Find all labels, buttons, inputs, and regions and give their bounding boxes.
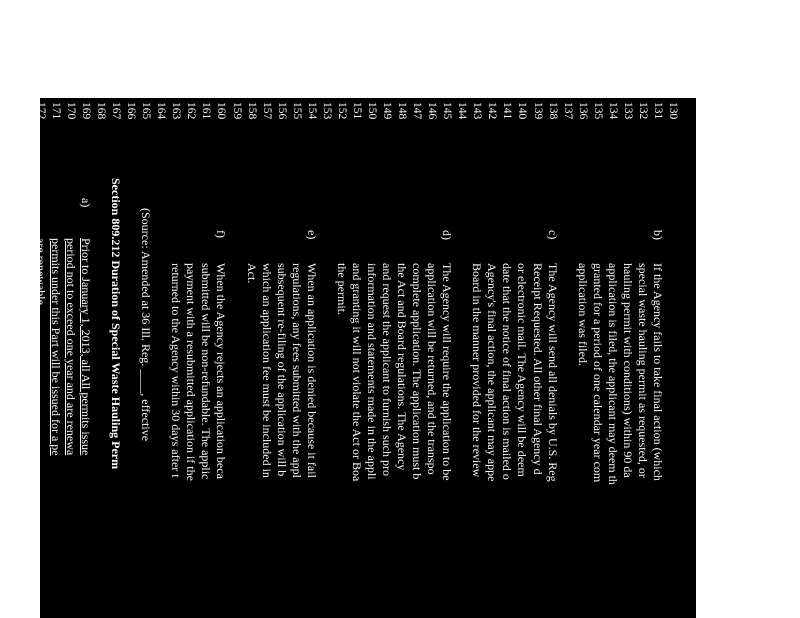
document-line	[455, 98, 469, 618]
document-line	[215, 98, 229, 618]
line-number: 134	[606, 102, 619, 120]
subsection-label: b)	[650, 230, 665, 240]
document-line	[666, 98, 680, 618]
document-line	[500, 98, 514, 618]
line-text: When the Agency rejects an application beca	[214, 263, 229, 479]
line-text: the permit.	[334, 263, 349, 315]
document-line	[290, 98, 304, 618]
document-line	[591, 98, 605, 618]
subsection-label: a)	[79, 198, 94, 208]
line-text: which an application fee must be included in	[259, 263, 274, 478]
line-text: payment with a resubmitted application if the	[184, 263, 199, 481]
document-line	[485, 98, 499, 618]
document-line	[621, 98, 635, 618]
subsection-label: d)	[440, 230, 455, 240]
document-line	[199, 98, 213, 618]
line-number: 152	[335, 102, 348, 120]
line-number: 150	[366, 102, 378, 120]
line-text: application was filed.	[575, 263, 590, 366]
line-text: When an application is denied because it fail	[304, 263, 319, 478]
line-number: 137	[561, 102, 574, 120]
document-line	[94, 98, 108, 618]
line-text: Board in the manner provided for the review	[470, 263, 485, 478]
document-line	[546, 98, 560, 618]
line-number: 148	[396, 102, 409, 120]
line-number: 141	[501, 102, 514, 120]
document-line	[576, 98, 590, 618]
line-text: and granting it will not violate the Act or Boa	[349, 263, 364, 482]
line-text: granted for a period of one calendar year com	[590, 263, 605, 483]
line-number: 135	[591, 102, 604, 120]
subsection-label: c)	[545, 230, 560, 240]
line-text: Section 809.212 Duration of Special Waste Hauling Perm	[109, 178, 124, 470]
document-line	[651, 98, 665, 618]
line-number: 130	[667, 102, 679, 120]
line-text: information and statements made in the appli	[365, 263, 379, 480]
document-line	[440, 98, 454, 618]
line-text: complete application. The application must b	[410, 263, 425, 480]
document-line	[561, 98, 575, 618]
document-line	[245, 98, 259, 618]
document-line	[34, 98, 48, 618]
document-line	[230, 98, 244, 618]
document-line	[350, 98, 364, 618]
document-line	[606, 98, 620, 618]
document-line	[636, 98, 650, 618]
document-line	[320, 98, 334, 618]
line-text: or electronic mail. The Agency will be deem	[515, 263, 530, 477]
document-line	[124, 98, 138, 618]
line-number: 146	[426, 102, 439, 120]
line-text: application will be returned, and the transpo	[425, 263, 440, 475]
line-number: 164	[155, 102, 168, 120]
document-line	[365, 98, 379, 618]
line-number: 170	[65, 102, 77, 120]
line-number: 139	[531, 102, 544, 120]
line-text: The Agency will send all denials by U.S. Reg	[545, 263, 560, 482]
document-line	[516, 98, 530, 618]
subsection-label: e)	[304, 230, 319, 240]
line-number: 154	[305, 102, 318, 120]
line-number: 166	[125, 102, 138, 120]
line-number: 145	[441, 102, 454, 120]
line-number: 171	[49, 102, 62, 120]
document-line	[79, 98, 93, 618]
document-line	[275, 98, 289, 618]
document-line	[154, 98, 168, 618]
line-number: 132	[636, 102, 649, 120]
line-number: 133	[621, 102, 634, 120]
document-line	[410, 98, 424, 618]
line-number: 161	[200, 102, 213, 120]
line-text: returned to the Agency within 30 days after t	[169, 263, 184, 478]
line-text: submitted will be non-refundable. The applic	[199, 263, 214, 480]
line-number: 140	[516, 102, 529, 120]
line-number: 138	[546, 102, 559, 120]
document-line	[425, 98, 439, 618]
line-number: 160	[215, 102, 228, 120]
line-text: hauling permit with conditions) within 90 da	[620, 263, 635, 478]
line-number: 153	[320, 102, 333, 120]
line-text: (Source: Amended at 36 Ill. Reg. ____, effective	[139, 208, 154, 442]
line-text: and request the applicant to furnish such pro	[380, 263, 395, 476]
line-text: date that the notice of final action is mailed o	[500, 263, 515, 480]
line-number: 163	[170, 102, 183, 120]
line-number: 165	[140, 102, 153, 120]
line-number: 155	[290, 102, 303, 120]
document-line	[380, 98, 394, 618]
line-text: regulations, any fees submitted with the appl	[289, 263, 304, 478]
document-line	[395, 98, 409, 618]
line-text: permits under this Part will be issued for a pe	[48, 238, 63, 456]
document-line	[305, 98, 319, 618]
line-text: special waste hauling permit as requested, or	[635, 263, 650, 478]
subsection-label: f)	[214, 230, 229, 238]
line-number: 159	[230, 102, 243, 120]
line-number: 169	[80, 102, 93, 120]
document-line	[49, 98, 63, 618]
line-number: 157	[260, 102, 273, 120]
line-text: Receipt Requested. All other final Agency d	[530, 263, 545, 475]
document-line	[260, 98, 274, 618]
line-text: application is filed, the applicant may deem th	[605, 263, 620, 485]
line-text: period not to exceed one year and are renewa	[64, 238, 78, 456]
line-number: 168	[95, 102, 108, 120]
line-text: If the Agency fails to take final action (which	[650, 263, 665, 481]
line-number: 142	[486, 102, 499, 120]
line-text: Agency's final action, the applicant may appe	[485, 263, 500, 482]
document-line	[109, 98, 123, 618]
document-line	[64, 98, 78, 618]
line-number: 136	[576, 102, 589, 120]
line-number: 147	[411, 102, 424, 120]
line-text: The Agency will require the application to be	[440, 263, 455, 481]
line-number: 149	[381, 102, 394, 120]
scanned-page-image	[33, 98, 696, 618]
line-number: 158	[245, 102, 258, 120]
document-line	[169, 98, 183, 618]
rotated-page	[33, 98, 696, 618]
line-number: 151	[350, 102, 363, 120]
line-number: 172	[34, 102, 47, 120]
document-line	[335, 98, 349, 618]
document-page	[33, 98, 696, 618]
line-text: subsequent re-filing of the application will b	[274, 263, 289, 477]
document-line	[531, 98, 545, 618]
line-text: Prior to January 1, 2013, all All permits issue	[79, 238, 94, 456]
line-number: 143	[471, 102, 484, 120]
line-number: 144	[456, 102, 469, 120]
line-number: 167	[110, 102, 123, 120]
line-number: 156	[275, 102, 288, 120]
document-line	[470, 98, 484, 618]
line-text: Act.	[244, 263, 259, 284]
line-number: 162	[185, 102, 198, 120]
document-line	[184, 98, 198, 618]
document-line	[139, 98, 153, 618]
line-text: the Act and Board regulations. The Agency	[395, 263, 410, 471]
line-number: 131	[651, 102, 664, 120]
line-text: are renewable.	[33, 238, 48, 308]
